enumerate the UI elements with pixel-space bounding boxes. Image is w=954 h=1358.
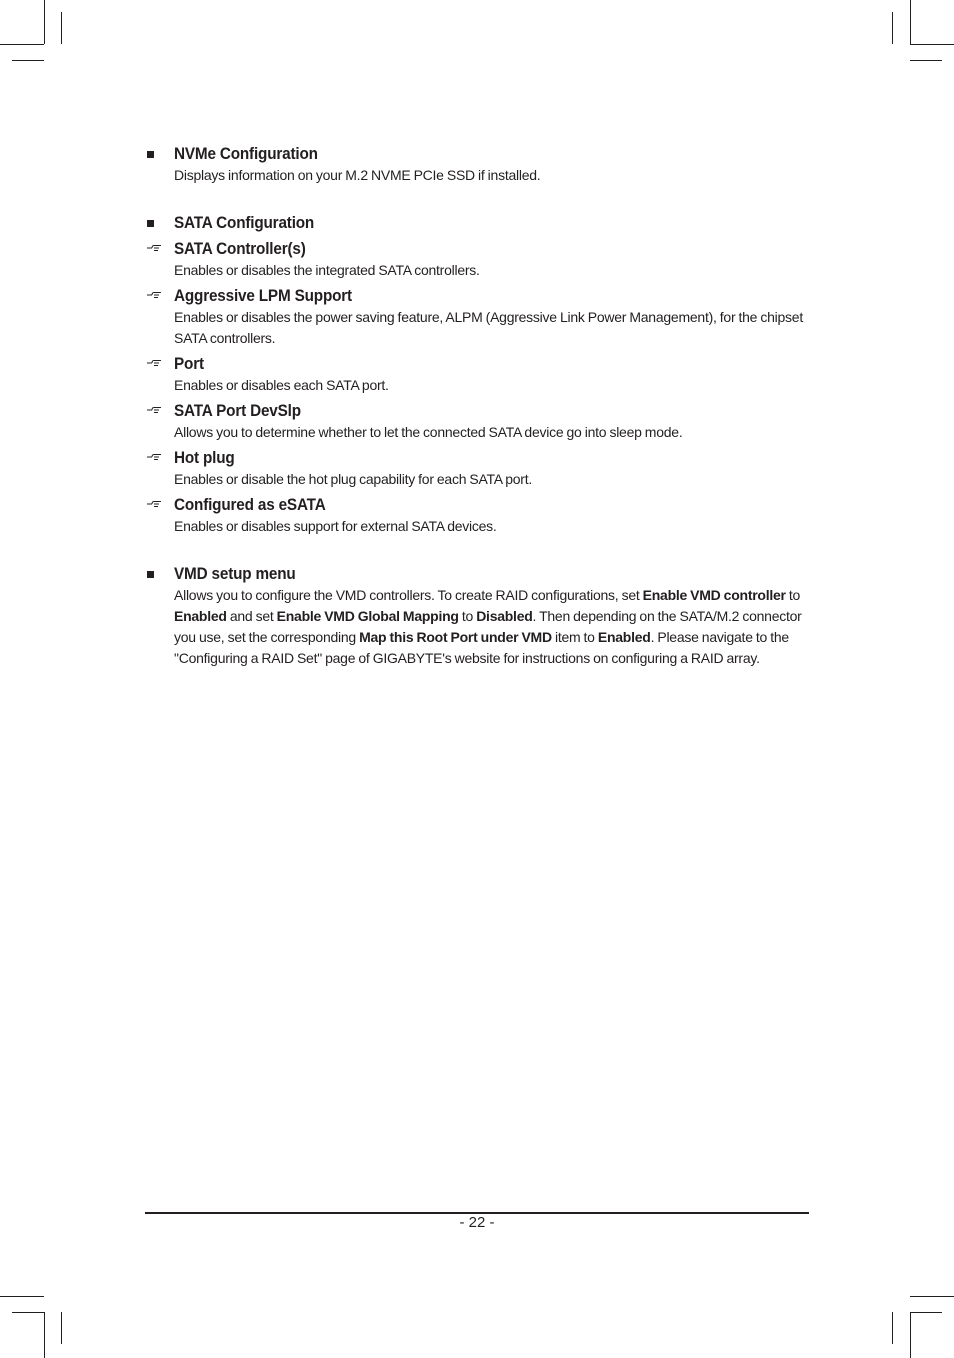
pointing-hand-icon [146, 290, 160, 302]
configured-as-esata-item [146, 494, 812, 537]
desc-bold-term: Disabled [476, 608, 533, 624]
sata-port-devslp-item [146, 400, 812, 443]
crop-mark [12, 60, 44, 61]
pointing-hand-icon [146, 243, 160, 255]
desc-text: and set [226, 608, 277, 624]
item-title: SATA Port DevSlp [174, 401, 301, 420]
crop-mark [892, 1312, 893, 1344]
page-content [146, 143, 812, 669]
crop-mark [12, 1312, 44, 1313]
desc-bold-term: Enabled [174, 608, 227, 624]
crop-mark [61, 1312, 62, 1344]
section-description: Displays information on your M.2 NVME PCIe SSD if installed. [174, 167, 541, 183]
square-bullet-icon [146, 148, 160, 160]
item-title: Hot plug [174, 448, 235, 467]
crop-mark [0, 1296, 44, 1297]
crop-mark [44, 1312, 45, 1358]
item-description: Enables or disable the hot plug capability for each SATA port. [174, 471, 532, 487]
crop-mark [910, 60, 942, 61]
crop-mark [910, 1312, 942, 1313]
crop-mark [61, 12, 62, 44]
square-bullet-icon [146, 568, 160, 580]
desc-text: Allows you to configure the VMD controllers. To create RAID configurations, set [174, 587, 643, 603]
item-description: Enables or disables each SATA port. [174, 377, 389, 393]
port-item [146, 353, 812, 396]
desc-text: . Please navigate to the "Configuring a RAID Set" page of GIGABYTE's website for instructions on configuring a RAID array. [174, 629, 789, 666]
sata-controllers-item [146, 238, 812, 281]
section-description [174, 585, 812, 669]
section-title: SATA Configuration [174, 213, 315, 232]
pointing-hand-icon [146, 452, 160, 464]
desc-bold-term: Enabled [597, 629, 651, 645]
section-title: VMD setup menu [174, 564, 296, 583]
crop-mark [44, 0, 45, 44]
sata-configuration-section [146, 212, 812, 234]
item-title: Configured as eSATA [174, 495, 326, 514]
pointing-hand-icon [146, 499, 160, 511]
item-description: Enables or disables the power saving feature, ALPM (Aggressive Link Power Management), for the chipset SATA controllers. [174, 309, 803, 346]
vmd-setup-menu-section [146, 563, 812, 669]
page-number: - 22 - [459, 1214, 495, 1231]
pointing-hand-icon [146, 358, 160, 370]
pointing-hand-icon [146, 405, 160, 417]
nvme-configuration-section [146, 143, 812, 186]
crop-mark [910, 44, 954, 45]
crop-mark [910, 1296, 954, 1297]
item-description: Allows you to determine whether to let the connected SATA device go into sleep mode. [174, 424, 683, 440]
desc-text: . Then depending on the SATA/M.2 connector you use, set the corresponding [174, 608, 802, 645]
aggressive-lpm-support-item [146, 285, 812, 349]
hot-plug-item [146, 447, 812, 490]
crop-mark [910, 1312, 911, 1358]
crop-mark [0, 44, 44, 45]
desc-text: to [785, 587, 801, 603]
crop-mark [892, 12, 893, 44]
desc-text: item to [551, 629, 598, 645]
desc-text: to [458, 608, 477, 624]
item-title: SATA Controller(s) [174, 239, 306, 258]
item-title: Aggressive LPM Support [174, 286, 352, 305]
item-description: Enables or disables support for external SATA devices. [174, 518, 497, 534]
section-title: NVMe Configuration [174, 144, 318, 163]
item-title: Port [174, 354, 204, 373]
desc-bold-term: Enable VMD Global Mapping [276, 608, 459, 624]
crop-mark [910, 0, 911, 44]
square-bullet-icon [146, 217, 160, 229]
item-description: Enables or disables the integrated SATA controllers. [174, 262, 480, 278]
desc-bold-term: Map this Root Port under VMD [359, 629, 552, 645]
desc-bold-term: Enable VMD controller [642, 587, 786, 603]
